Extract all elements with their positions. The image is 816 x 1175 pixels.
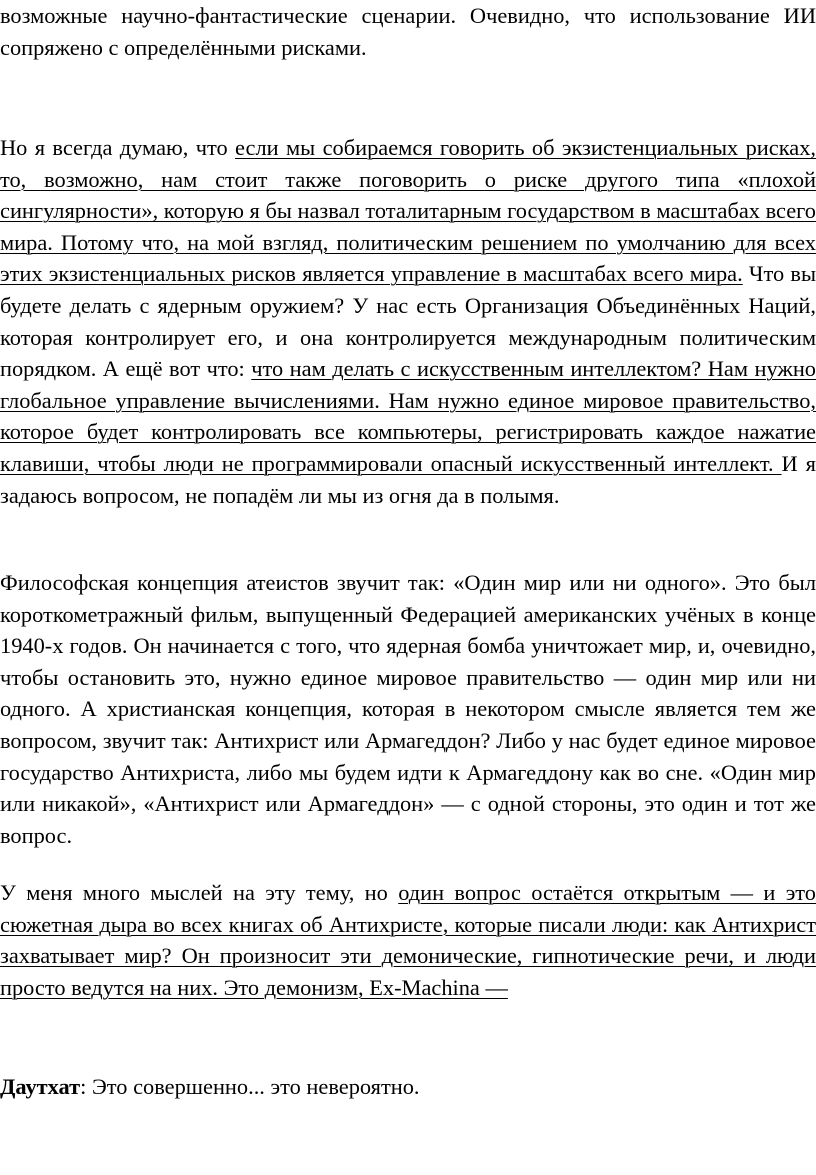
paragraph-1 [0,0,816,63]
speaker-name: Даутхат [0,1074,81,1099]
paragraph-2-underlined-text: если мы собираемся говорить об экзистенциальных рисках, то, возможно, нам стоит также поговорить о риске другого типа «плохой сингулярности», которую я бы назвал тоталитарным государством в масштабах всего мира. Потому что, на мой взгляд, политическим решением по умолчанию для всех этих экзистенциальных рисков является управление в масштабах всего мира. [0,135,816,287]
paragraph-2-text-plain: Но я всегда думаю, что [0,135,236,160]
paragraph-2 [0,132,816,511]
paragraph-2-text-plain: И я задаюсь вопросом, не попадём ли мы из огня да в полымя. [0,450,816,508]
paragraph-3-text: Философская концепция атеистов звучит так: «Один мир или ни одного». Это был короткометражный фильм, выпущенный Федерацией американских учёных в конце 1940-х годов. Он начинается с того, что ядерная бомба уничтожает мир, и, очевидно, чтобы остановить это, нужно единое мировое правительство — один мир или ни одного. А христианская концепция, которая в некотором смысле является тем же вопросом, звучит так: Антихрист или Армагеддон? Либо у нас будет единое мировое государство Антихриста, либо мы будем идти к Армагеддону как во сне. «Один мир или никакой», «Антихрист или Армагеддон» — с одной стороны, это один и тот же вопрос. [0,570,816,848]
paragraph-4-text-plain: У меня много мыслей на эту тему, но [0,880,399,905]
paragraph-3 [0,567,816,851]
dialogue-text: Это совершенно... это невероятно. [92,1074,420,1099]
paragraph-4-underlined-text: один вопрос остаётся открытым — и это сюжетная дыра во всех книгах об Антихристе, которые писали люди: как Антихрист захватывает мир? Он произносит эти демонические, гипнотические речи, и люди просто ведутся на них. Это демонизм, Ex-Machina — [0,880,816,1000]
paragraph-2-text-plain: Что вы будете делать с ядерным оружием? У нас есть Организация Объединённых Наций, которая контролирует его, и она контролируется международным политическим порядком. А ещё вот что: [0,261,816,382]
paragraph-4 [0,877,816,1003]
paragraph-2-underlined-text: что нам делать с искусственным интеллектом? Нам нужно глобальное управление вычислениями. Нам нужно единое мировое правительство, которое будет контролировать все компьютеры, регистрировать каждое нажатие клавиши, чтобы люди не программировали опасный искусственный интеллект. [0,356,816,476]
paragraph-1-text: возможные научно-фантастические сценарии. Очевидно, что использование ИИ сопряжено с определёнными рисками. [0,3,816,60]
dialogue-line [0,1071,816,1103]
speaker-separator: : [80,1074,92,1099]
